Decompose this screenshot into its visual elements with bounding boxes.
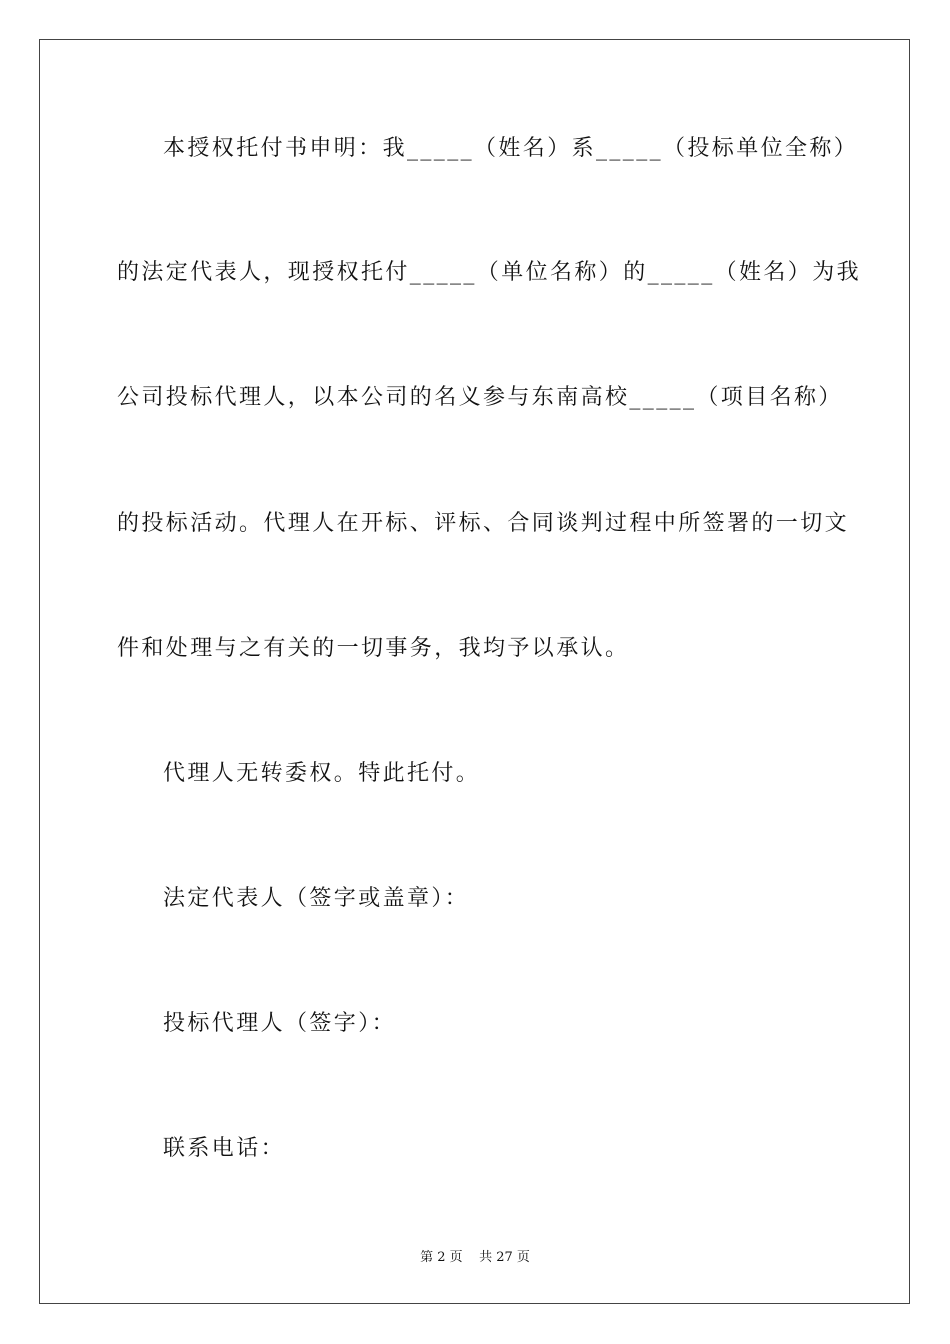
paragraph-line-2: 的法定代表人，现授权托付_____（单位名称）的_____（姓名）为我: [117, 260, 862, 285]
no-transfer-statement: 代理人无转委权。特此托付。: [163, 761, 481, 786]
agent-signature-label: 投标代理人（签字）：: [163, 1011, 397, 1036]
paragraph-line-5: 件和处理与之有关的一切事务，我均予以承认。: [117, 636, 630, 661]
paragraph-line-4: 的投标活动。代理人在开标、评标、合同谈判过程中所签署的一切文: [117, 511, 850, 536]
paragraph-line-1: 本授权托付书申明：我_____（姓名）系_____（投标单位全称）: [163, 136, 859, 161]
page-border: [39, 39, 910, 1304]
page-number-footer: 第 2 页 共 27 页: [420, 1250, 530, 1265]
legal-rep-signature-label: 法定代表人（签字或盖章）：: [163, 886, 470, 911]
contact-phone-label: 联系电话：: [163, 1136, 286, 1161]
paragraph-line-3: 公司投标代理人，以本公司的名义参与东南高校_____（项目名称）: [117, 385, 843, 410]
